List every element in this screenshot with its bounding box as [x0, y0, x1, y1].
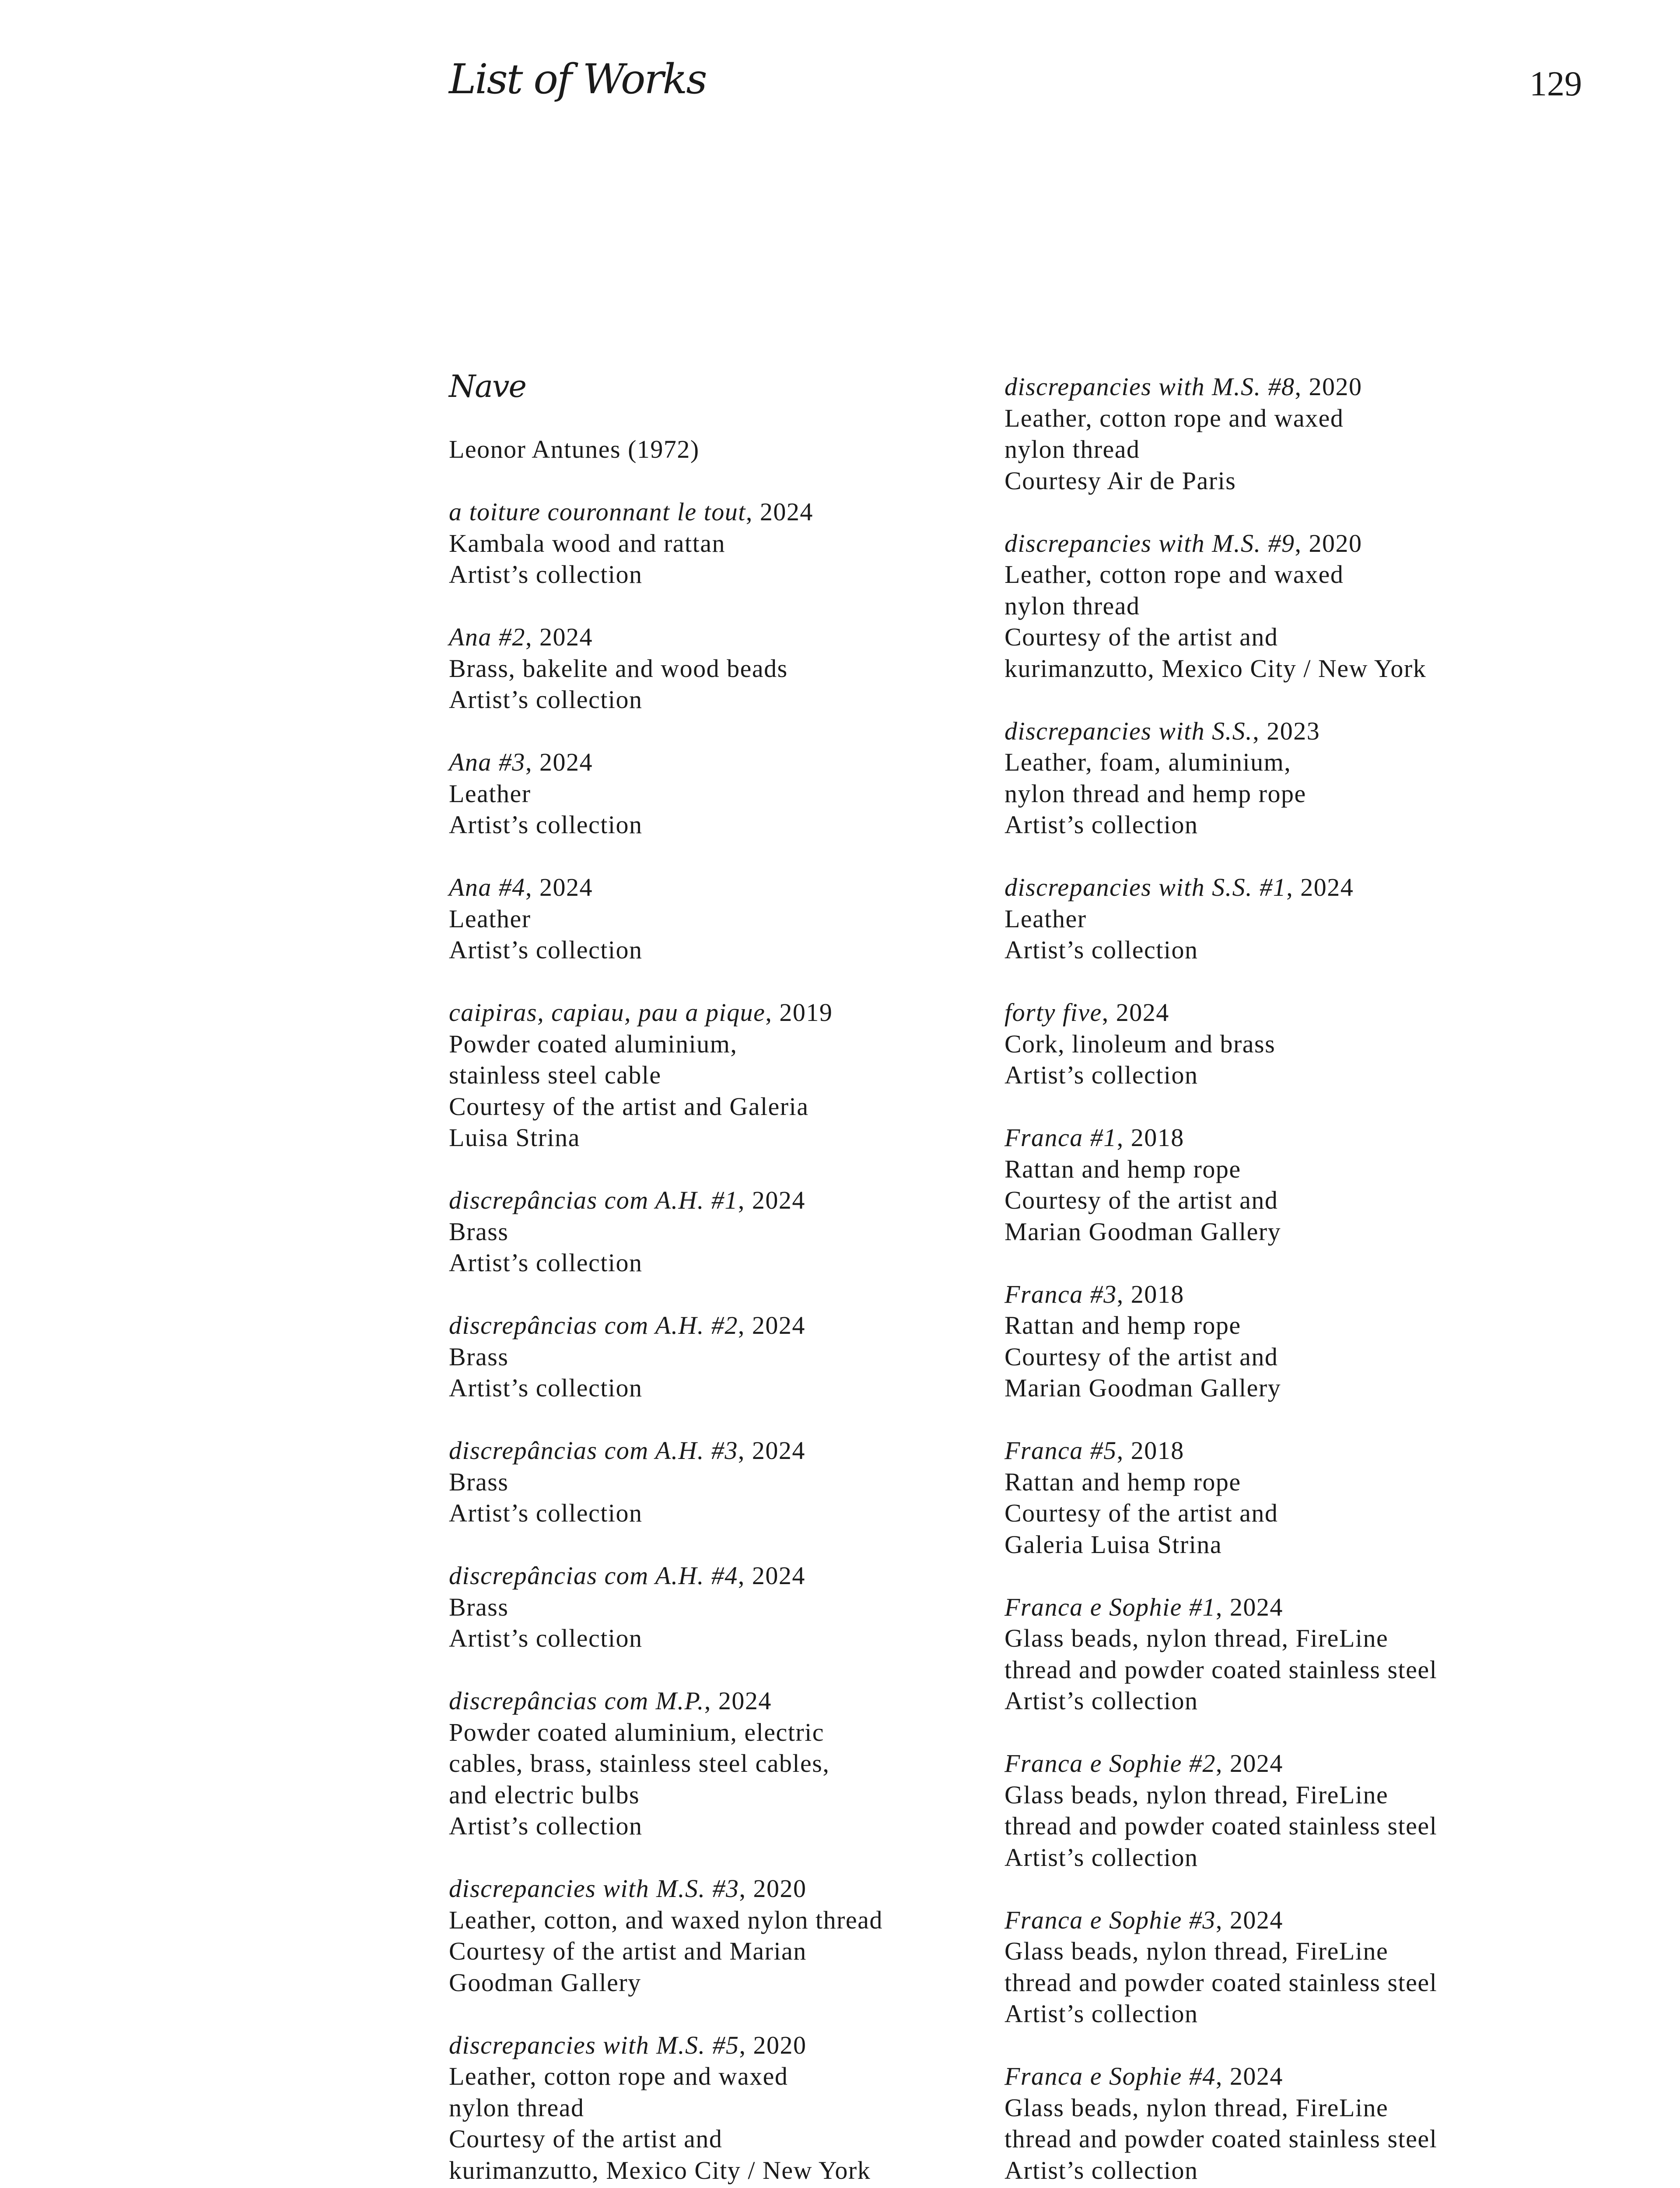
- work-detail-line: Galeria Luisa Strina: [1004, 1530, 1222, 1559]
- work-title: Franca #5: [1004, 1436, 1117, 1465]
- work-detail-line: Courtesy of the artist and: [1004, 1499, 1278, 1527]
- page-title: List of Works: [449, 56, 706, 103]
- work-detail-line: nylon thread: [1004, 435, 1140, 463]
- work-title: discrepâncias com A.H. #2: [449, 1311, 738, 1339]
- work-year: , 2018: [1116, 1280, 1184, 1308]
- work-entry: [449, 621, 1018, 715]
- work-entry: [449, 496, 1018, 590]
- work-detail-line: Artist’s collection: [449, 560, 643, 589]
- work-title-line: [1004, 1279, 1573, 1310]
- work-detail-line: kurimanzutto, Mexico City / New York: [449, 2156, 871, 2184]
- work-entry: [1004, 997, 1573, 1091]
- work-title-line: [1004, 715, 1573, 747]
- work-detail-line: Glass beads, nylon thread, FireLine: [1004, 1624, 1389, 1652]
- work-title: discrepâncias com A.H. #3: [449, 1436, 738, 1465]
- work-detail-line: Artist’s collection: [449, 936, 643, 964]
- work-title: Franca e Sophie #4: [1004, 2062, 1216, 2090]
- work-detail-line: Brass, bakelite and wood beads: [449, 654, 788, 683]
- work-entry: [449, 1560, 1018, 1654]
- work-detail-line: Courtesy of the artist and Galeria: [449, 1092, 809, 1121]
- work-detail-line: Marian Goodman Gallery: [1004, 1374, 1281, 1402]
- work-detail-line: Leather: [1004, 904, 1087, 933]
- work-detail-line: and electric bulbs: [449, 1780, 640, 1809]
- work-title: Franca #1: [1004, 1123, 1117, 1152]
- work-detail-line: Artist’s collection: [1004, 936, 1198, 964]
- work-title-line: [1004, 1904, 1573, 1936]
- work-title-line: [449, 621, 1018, 653]
- work-detail-line: Powder coated aluminium,: [449, 1029, 738, 1058]
- work-year: , 2023: [1253, 716, 1320, 745]
- work-detail-line: Glass beads, nylon thread, FireLine: [1004, 2093, 1389, 2122]
- work-title: discrepancies with M.S. #3: [449, 1874, 739, 1903]
- work-title-line: [1004, 1592, 1573, 1623]
- work-title: Franca #3: [1004, 1280, 1117, 1308]
- work-title-line: [449, 1873, 1018, 1904]
- work-detail-line: Glass beads, nylon thread, FireLine: [1004, 1780, 1389, 1809]
- work-entry: [1004, 371, 1573, 496]
- work-detail-line: Leather: [449, 779, 531, 808]
- work-year: , 2020: [1295, 372, 1362, 401]
- work-title: discrepâncias com A.H. #4: [449, 1561, 738, 1590]
- work-year: , 2020: [739, 2030, 807, 2059]
- work-title-line: [449, 2030, 1018, 2061]
- work-title-line: [1004, 1122, 1573, 1154]
- work-title-line: [449, 1435, 1018, 1466]
- work-detail-line: nylon thread and hemp rope: [1004, 779, 1306, 808]
- work-detail-line: Artist’s collection: [1004, 1999, 1198, 2028]
- page-number: 129: [1530, 65, 1582, 103]
- work-title: forty five: [1004, 998, 1102, 1027]
- work-title: discrepancies with M.S. #9: [1004, 529, 1295, 558]
- work-detail-line: Powder coated aluminium, electric: [449, 1718, 824, 1746]
- artist-name: Leonor Antunes (1972): [449, 435, 700, 463]
- work-entry: [449, 1873, 1018, 1998]
- work-detail-line: stainless steel cable: [449, 1061, 662, 1089]
- work-detail-line: Artist’s collection: [1004, 810, 1198, 839]
- work-title-line: [1004, 997, 1573, 1028]
- work-entry: [449, 747, 1018, 841]
- work-title-line: [449, 1560, 1018, 1592]
- work-detail-line: Rattan and hemp rope: [1004, 1311, 1241, 1339]
- work-year: , 2018: [1116, 1123, 1184, 1152]
- work-entry: [449, 2030, 1018, 2186]
- work-title-line: [449, 496, 1018, 528]
- work-entry: [449, 1185, 1018, 1279]
- work-entry: [449, 1310, 1018, 1404]
- work-title: discrepâncias com A.H. #1: [449, 1186, 738, 1214]
- work-title-line: [449, 1685, 1018, 1717]
- work-year: , 2024: [738, 1436, 805, 1465]
- work-year: , 2024: [738, 1311, 805, 1339]
- work-year: , 2024: [1215, 1905, 1283, 1934]
- work-entry: [449, 1435, 1018, 1529]
- work-year: , 2024: [738, 1186, 805, 1214]
- work-year: , 2024: [1215, 1749, 1283, 1778]
- work-year: , 2024: [746, 498, 813, 526]
- work-detail-line: Leather, cotton rope and waxed: [1004, 560, 1344, 589]
- work-detail-line: Goodman Gallery: [449, 1968, 641, 1997]
- work-detail-line: Courtesy of the artist and: [1004, 1342, 1278, 1371]
- work-detail-line: thread and powder coated stainless steel: [1004, 1655, 1438, 1684]
- work-year: , 2020: [739, 1874, 807, 1903]
- work-detail-line: Courtesy of the artist and: [1004, 623, 1278, 651]
- work-title-line: [449, 997, 1018, 1028]
- work-title-line: [449, 1185, 1018, 1216]
- work-entry: [1004, 715, 1573, 841]
- work-detail-line: thread and powder coated stainless steel: [1004, 2125, 1438, 2153]
- work-entry: [1004, 872, 1573, 966]
- work-detail-line: Leather: [449, 904, 531, 933]
- work-detail-line: cables, brass, stainless steel cables,: [449, 1749, 830, 1778]
- section-title: Nave: [449, 368, 526, 404]
- work-detail-line: Artist’s collection: [1004, 1687, 1198, 1715]
- work-detail-line: Courtesy of the artist and: [449, 2125, 723, 2153]
- work-title-line: [1004, 1748, 1573, 1779]
- work-detail-line: Leather, cotton, and waxed nylon thread: [449, 1905, 883, 1934]
- work-entry: [1004, 1122, 1573, 1247]
- work-entry: [1004, 528, 1573, 684]
- work-entry: [449, 872, 1018, 966]
- work-detail-line: Artist’s collection: [449, 1499, 643, 1527]
- work-year: , 2024: [525, 623, 593, 651]
- work-detail-line: Leather, foam, aluminium,: [1004, 748, 1292, 776]
- work-detail-line: Kambala wood and rattan: [449, 529, 726, 558]
- left-works-list: [449, 496, 1018, 2186]
- work-entry: [1004, 1592, 1573, 1717]
- work-year: , 2020: [1295, 529, 1362, 558]
- work-title: Ana #4: [449, 873, 525, 901]
- work-year: , 2018: [1116, 1436, 1184, 1465]
- work-title: Franca e Sophie #2: [1004, 1749, 1216, 1778]
- work-detail-line: Brass: [449, 1592, 509, 1621]
- work-year: , 2024: [738, 1561, 805, 1590]
- work-title: a toiture couronnant le tout: [449, 498, 746, 526]
- work-title-line: [449, 747, 1018, 778]
- work-entry: [1004, 1279, 1573, 1404]
- work-entry: [1004, 1904, 1573, 2030]
- work-title: discrepancies with S.S. #1: [1004, 873, 1287, 901]
- work-detail-line: Courtesy of the artist and: [1004, 1186, 1278, 1214]
- work-entry: [449, 1685, 1018, 1842]
- work-detail-line: Artist’s collection: [1004, 1061, 1198, 1089]
- work-detail-line: Artist’s collection: [449, 810, 643, 839]
- work-entry: [1004, 1435, 1573, 1560]
- work-year: , 2024: [704, 1687, 772, 1715]
- work-title-line: [1004, 528, 1573, 559]
- left-column: [449, 368, 1018, 2188]
- work-title: discrepancies with S.S.: [1004, 716, 1253, 745]
- right-column: [1004, 371, 1573, 2188]
- work-detail-line: Marian Goodman Gallery: [1004, 1217, 1281, 1246]
- work-detail-line: nylon thread: [1004, 591, 1140, 620]
- work-detail-line: Cork, linoleum and brass: [1004, 1029, 1276, 1058]
- work-detail-line: Leather, cotton rope and waxed: [1004, 403, 1344, 432]
- work-title: Franca e Sophie #1: [1004, 1592, 1216, 1621]
- work-year: , 2024: [1215, 2062, 1283, 2090]
- work-year: , 2024: [1215, 1592, 1283, 1621]
- work-title: discrepancies with M.S. #5: [449, 2030, 739, 2059]
- work-title: Ana #3: [449, 748, 525, 776]
- work-title: Franca e Sophie #3: [1004, 1905, 1216, 1934]
- work-detail-line: thread and powder coated stainless steel: [1004, 1968, 1438, 1997]
- work-detail-line: Rattan and hemp rope: [1004, 1467, 1241, 1496]
- work-title: caipiras, capiau, pau a pique: [449, 998, 766, 1027]
- work-title: discrepancies with M.S. #8: [1004, 372, 1295, 401]
- work-detail-line: Artist’s collection: [1004, 2156, 1198, 2184]
- work-detail-line: Artist’s collection: [449, 1812, 643, 1840]
- work-detail-line: Luisa Strina: [449, 1123, 580, 1152]
- work-detail-line: kurimanzutto, Mexico City / New York: [1004, 654, 1427, 683]
- work-title-line: [449, 872, 1018, 903]
- work-detail-line: Artist’s collection: [449, 685, 643, 714]
- work-title-line: [1004, 1435, 1573, 1466]
- work-detail-line: Glass beads, nylon thread, FireLine: [1004, 1937, 1389, 1965]
- work-entry: [1004, 1748, 1573, 1873]
- work-title-line: [1004, 872, 1573, 903]
- work-detail-line: Artist’s collection: [1004, 1843, 1198, 1872]
- work-detail-line: Courtesy Air de Paris: [1004, 466, 1236, 495]
- work-detail-line: thread and powder coated stainless steel: [1004, 1812, 1438, 1840]
- work-entry: [1004, 2061, 1573, 2186]
- work-detail-line: Rattan and hemp rope: [1004, 1154, 1241, 1183]
- work-year: , 2024: [525, 873, 593, 901]
- work-detail-line: Leather, cotton rope and waxed: [449, 2062, 788, 2090]
- work-detail-line: Artist’s collection: [449, 1248, 643, 1277]
- work-title-line: [1004, 2061, 1573, 2092]
- work-entry: [449, 997, 1018, 1154]
- work-year: , 2024: [1286, 873, 1354, 901]
- work-title: discrepâncias com M.P.: [449, 1687, 704, 1715]
- work-year: , 2024: [525, 748, 593, 776]
- work-detail-line: Courtesy of the artist and Marian: [449, 1937, 807, 1965]
- work-title-line: [1004, 371, 1573, 403]
- work-year: , 2024: [1102, 998, 1169, 1027]
- work-detail-line: Brass: [449, 1217, 509, 1246]
- work-year: , 2019: [765, 998, 833, 1027]
- work-title: Ana #2: [449, 623, 525, 651]
- work-detail-line: Artist’s collection: [449, 1374, 643, 1402]
- work-detail-line: Brass: [449, 1342, 509, 1371]
- right-works-list: [1004, 371, 1573, 2186]
- work-detail-line: nylon thread: [449, 2093, 584, 2122]
- work-detail-line: Artist’s collection: [449, 1624, 643, 1652]
- work-detail-line: Brass: [449, 1467, 509, 1496]
- work-title-line: [449, 1310, 1018, 1341]
